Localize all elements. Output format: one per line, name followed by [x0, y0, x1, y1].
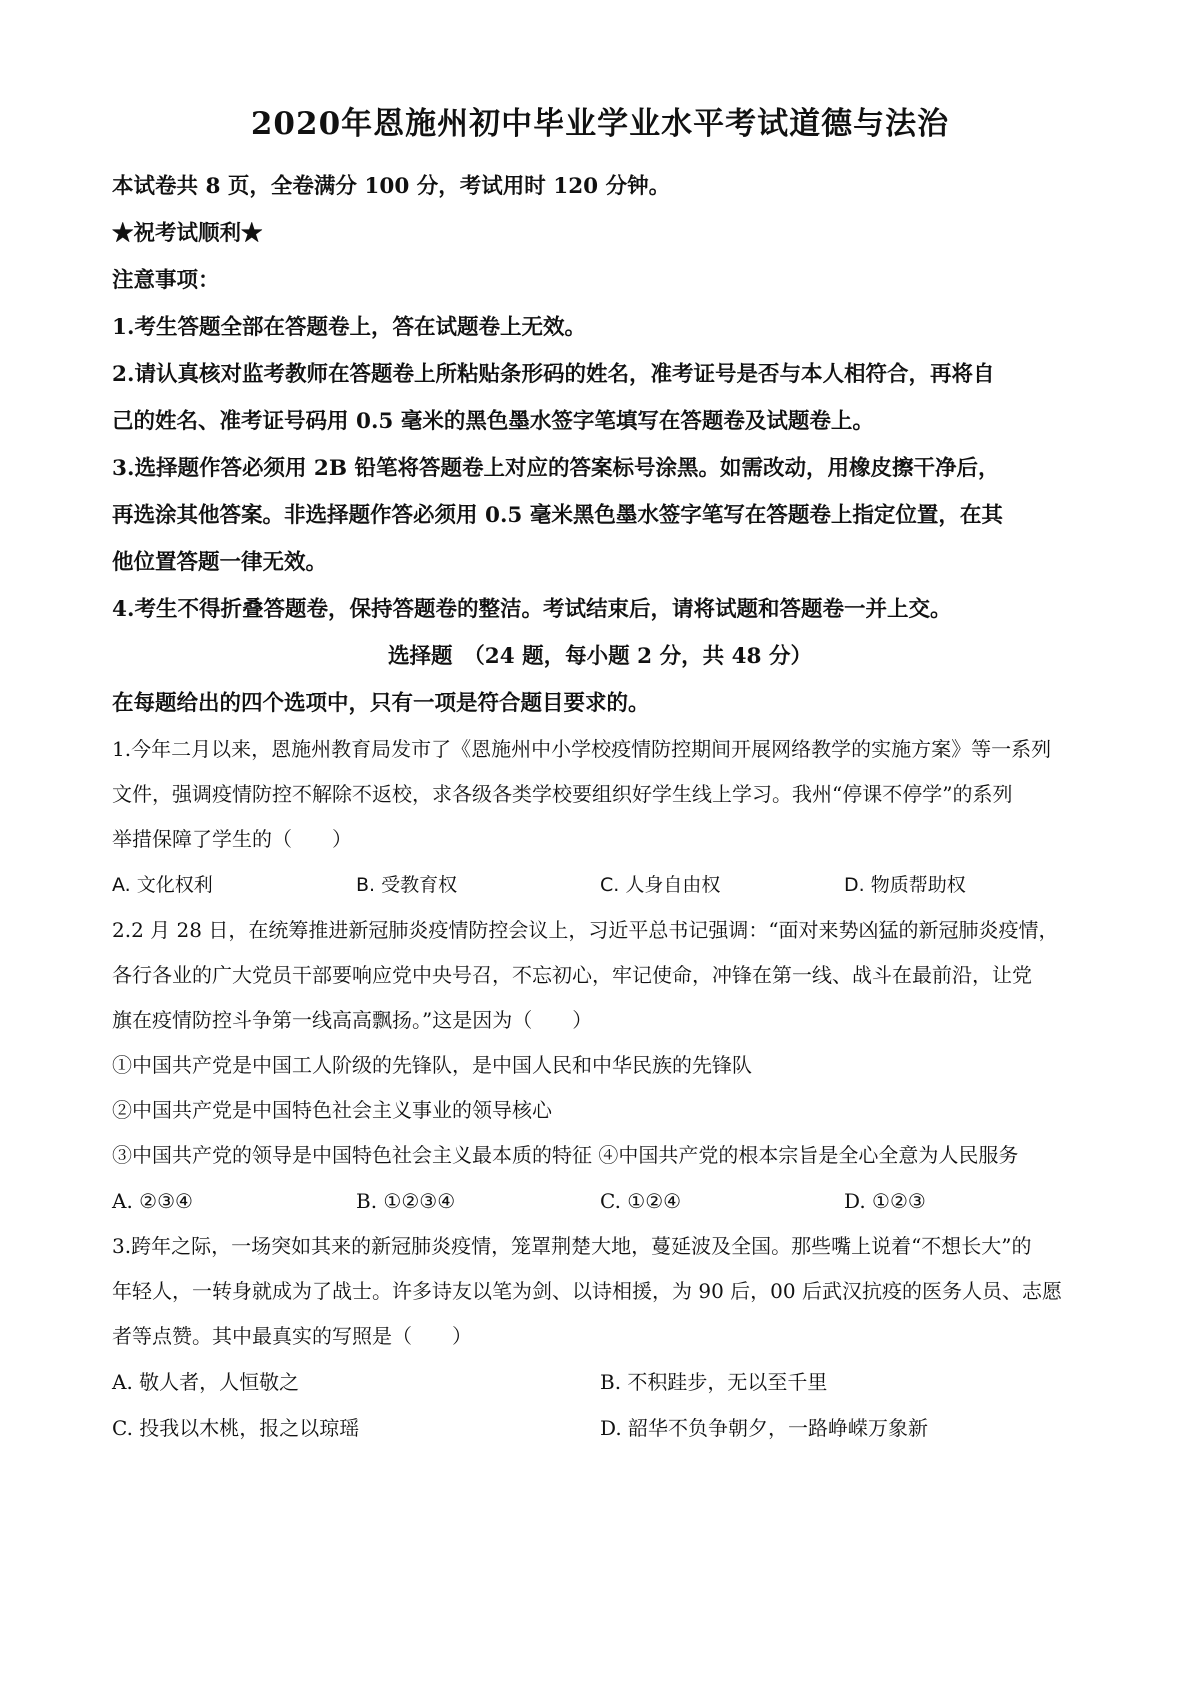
option-c: C. 投我以木桃，报之以琼瑶: [112, 1416, 360, 1440]
option-d: D. ①②③: [844, 1189, 926, 1213]
options-row: [112, 1359, 1088, 1405]
option-b: B. 不积跬步，无以至千里: [600, 1370, 828, 1394]
question-line: 年轻人，一转身就成为了战士。许多诗友以笔为剑、以诗相援，为 90 后，00 后武汉抗疫的医务人员、志愿: [112, 1279, 1062, 1303]
option-a: A. 文化权利: [112, 874, 213, 896]
notice-line: 再选涂其他答案。非选择题作答必须用 0.5 毫米黑色墨水签字笔写在答题卷上指定位置，在其: [112, 503, 1003, 528]
option-c: C. 人身自由权: [600, 874, 721, 896]
statement-line: ②中国共产党是中国特色社会主义事业的领导核心: [112, 1098, 552, 1122]
notice-line: 1.考生答题全部在答题卷上，答在试题卷上无效。: [112, 315, 586, 340]
section-heading: 选择题 （24 题，每小题 2 分，共 48 分）: [388, 644, 812, 669]
question-line: 文件，强调疫情防控不解除不返校，求各级各类学校要组织好学生线上学习。我州“停课不停学”的系列: [112, 782, 1013, 806]
notice-line: 4.考生不得折叠答题卷，保持答题卷的整洁。考试结束后，请将试题和答题卷一并上交。: [112, 597, 952, 622]
statement-line: ①中国共产党是中国工人阶级的先锋队，是中国人民和中华民族的先锋队: [112, 1053, 752, 1077]
question-line: 2.2 月 28 日，在统筹推进新冠肺炎疫情防控会议上，习近平总书记强调：“面对来势凶猛的新冠肺炎疫情，: [112, 918, 1059, 942]
notice-line: 他位置答题一律无效。: [112, 550, 328, 575]
option-b: B. ①②③④: [356, 1189, 456, 1213]
statement-line: ③中国共产党的领导是中国特色社会主义最本质的特征 ④中国共产党的根本宗旨是全心全意为人民服务: [112, 1143, 1019, 1167]
exam-info: 本试卷共 8 页，全卷满分 100 分，考试用时 120 分钟。: [112, 174, 671, 199]
option-a: A. 敬人者，人恒敬之: [112, 1370, 300, 1394]
good-luck-line: ★祝考试顺利★: [112, 221, 263, 246]
question-line: 各行各业的广大党员干部要响应党中央号召，不忘初心，牢记使命，冲锋在第一线、战斗在最前沿，让党: [112, 963, 1032, 987]
notice-line: 3.选择题作答必须用 2B 铅笔将答题卷上对应的答案标号涂黑。如需改动，用橡皮擦干净后，: [112, 456, 1000, 481]
option-a: A. ②③④: [112, 1189, 193, 1213]
notice-list: [112, 304, 1088, 633]
options-row: [112, 1178, 1088, 1224]
options-row: [112, 1405, 1088, 1451]
question-line: 1.今年二月以来，恩施州教育局发市了《恩施州中小学校疫情防控期间开展网络教学的实施方案》等一系列: [112, 737, 1052, 761]
option-c: C. ①②④: [600, 1189, 682, 1213]
question-1: [112, 727, 1088, 908]
option-d: D. 韶华不负争朝夕，一路峥嵘万象新: [600, 1416, 929, 1440]
options-row: [112, 862, 1088, 908]
question-3: [112, 1224, 1088, 1451]
notice-line: 2.请认真核对监考教师在答题卷上所粘贴条形码的姓名，准考证号是否与本人相符合，再将自: [112, 362, 995, 387]
option-b: B. 受教育权: [356, 874, 458, 896]
question-line: 3.跨年之际，一场突如其来的新冠肺炎疫情，笼罩荆楚大地，蔓延波及全国。那些嘴上说着“不想长大”的: [112, 1234, 1032, 1258]
question-2: [112, 908, 1088, 1224]
question-line: 者等点赞。其中最真实的写照是（ ）: [112, 1324, 472, 1348]
notice-line: 己的姓名、准考证号码用 0.5 毫米的黑色墨水签字笔填写在答题卷及试题卷上。: [112, 409, 874, 434]
exam-title: 2020年恩施州初中毕业学业水平考试道德与法治: [250, 106, 950, 142]
option-d: D. 物质帮助权: [844, 874, 966, 896]
notice-heading: 注意事项：: [112, 268, 220, 293]
question-line: 举措保障了学生的（ ）: [112, 827, 352, 851]
question-line: 旗在疫情防控斗争第一线高高飘扬。”这是因为（ ）: [112, 1008, 593, 1032]
section-instruction: 在每题给出的四个选项中，只有一项是符合题目要求的。: [112, 691, 650, 716]
